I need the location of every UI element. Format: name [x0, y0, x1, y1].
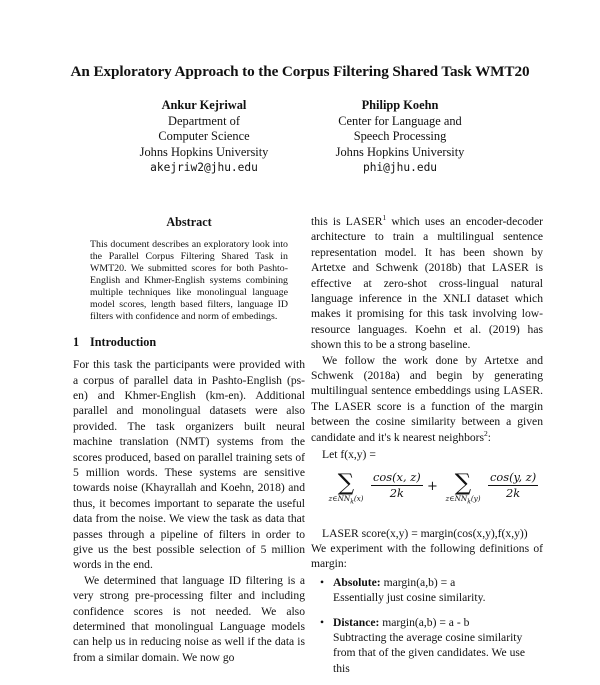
denominator: 2k	[505, 485, 521, 500]
paragraph-text: which uses an encoder-decoder architecture to train a multilingual sentence representation model. It has been shown by Artetxe and Schwenk (2018b) that LASER is effective at zero-shot cross-lingual natural language inference in the XNLI dataset which makes it promising for this task involving low-resource languages. Koehn et al. (2019) has shown this to be a strong baseline.	[311, 215, 543, 352]
section-heading	[73, 335, 305, 350]
paragraph-text: :	[487, 430, 492, 444]
margin-formula	[311, 466, 543, 522]
author-affiliation-line: Center for Language and	[338, 113, 462, 128]
author-block	[290, 98, 510, 176]
definition-formula: margin(a,b) = a - b	[379, 615, 470, 629]
body-paragraph: For this task the participants were provided with a corpus of parallel data in Pashto-English (ps-en) and Khmer-English (km-en). Additional parallel and monolingual datasets were also provided. The task organizers built neural machine translation (NMT) systems from the scores produced, based on parallel training sets of 5 million words. These systems are sensitive towards noise (Khayrallah and Koehn, 2018) and thus, it becomes important to separate the useful data from the noise. We view the task as data that passes through a pipeline of filters in order to give us the best possible selection of 5 million words in the end.	[73, 358, 305, 572]
numerator: cos(y, z)	[490, 469, 537, 484]
laser-score-definition: LASER score(x,y) = margin(cos(x,y),f(x,y))	[322, 526, 528, 540]
author-block	[94, 98, 314, 176]
sum-sign: ∑	[454, 469, 472, 496]
bullet-icon: •	[320, 615, 325, 629]
footnote-marker: 1	[382, 213, 387, 223]
author-email: akejriw2@jhu.edu	[150, 161, 258, 175]
author-affiliation-line: Johns Hopkins University	[139, 144, 269, 159]
definition-label: Distance:	[333, 615, 380, 629]
author-name: Philipp Koehn	[361, 98, 439, 112]
list-item	[311, 615, 543, 677]
sum-term	[318, 469, 374, 506]
body-paragraph	[311, 214, 543, 353]
laser-mention: this is LASER	[311, 215, 383, 228]
footnote-marker: 2	[484, 428, 488, 438]
definition-formula: margin(a,b) = a	[380, 575, 456, 589]
bullet-icon: •	[320, 575, 325, 589]
paragraph-text: We follow the work done by Artetxe and Schwenk (2018a) and begin by generating multilingual sentence embeddings using LASER. The LASER score is a function of the margin between the cosine similarity between a given candidate and it's k nearest neighbors	[311, 353, 543, 444]
margin-definitions-list	[311, 575, 543, 676]
sum-subscript: $z\in NN_k(y)$	[445, 493, 481, 505]
definition-label: Absolute:	[333, 575, 381, 589]
let-statement: Let f(x,y) =	[322, 448, 376, 462]
definition-description: Subtracting the average cosine similarity from that of the given candidates. We use this	[333, 630, 526, 675]
denominator: 2k	[389, 485, 404, 500]
list-item	[311, 575, 543, 606]
body-paragraph: We determined that language ID filtering is a very strong pre-processing filter and including confidence scores is not needed. We also determined that monolingual Language models can help us in reducing noise as well if the data is from a similar domain. We now go	[73, 573, 305, 664]
sum-term	[435, 469, 491, 506]
numerator: cos(x, z)	[373, 469, 421, 484]
abstract-heading: Abstract	[166, 215, 212, 229]
body-paragraph	[311, 353, 543, 445]
author-affiliation-line: Speech Processing	[353, 129, 447, 144]
section-number: 1	[73, 334, 80, 349]
sum-subscript: $z\in NN_k(x)$	[328, 493, 364, 505]
author-email: phi@jhu.edu	[362, 161, 438, 175]
section-title: Introduction	[90, 334, 157, 349]
sum-sign: ∑	[337, 469, 355, 496]
author-name: Ankur Kejriwal	[161, 98, 247, 112]
left-column	[73, 215, 305, 665]
author-affiliation-line: Johns Hopkins University	[335, 144, 465, 159]
fraction	[488, 470, 538, 501]
body-paragraph: We experiment with the following definitions of margin:	[311, 541, 543, 571]
abstract-text: This document describes an exploratory look into the Parallel Corpus Filtering Shared Task in WMT20. We submitted scores for both Pashto-English and Khmer-English systems combining multiple techniques like monolingual language model scores, length based filters, language ID filters with confidence and norm of embedings.	[90, 239, 288, 322]
paper-title: An Exploratory Approach to the Corpus Filtering Shared Task WMT20	[70, 63, 530, 80]
author-affiliation-line: Computer Science	[158, 129, 250, 144]
right-column	[311, 214, 543, 685]
plus-sign: +	[427, 478, 438, 494]
author-affiliation-line: Department of	[168, 113, 240, 128]
definition-description: Essentially just cosine similarity.	[333, 591, 486, 605]
fraction	[371, 470, 423, 501]
